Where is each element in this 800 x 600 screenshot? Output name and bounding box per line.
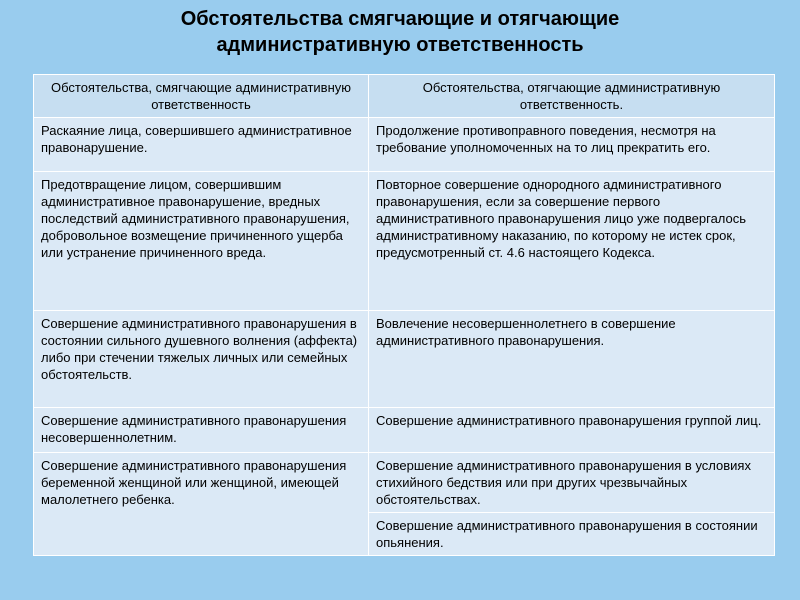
aggravating-cell: Совершение административного правонарушения в условиях стихийного бедствия или при других чрезвычайных обстоятельствах. [369, 453, 775, 513]
aggravating-cell: Совершение административного правонарушения в состоянии опьянения. [369, 513, 775, 556]
table-header-row [34, 75, 775, 118]
aggravating-cell: Вовлечение несовершеннолетнего в совершение административного правонарушения. [369, 311, 775, 408]
header-mitigating: Обстоятельства, смягчающие административную ответственность [34, 75, 369, 118]
mitigating-cell: Совершение административного правонарушения в состоянии сильного душевного волнения (аффекта) либо при стечении тяжелых личных или семейных обстоятельств. [34, 311, 369, 408]
header-aggravating: Обстоятельства, отягчающие административную ответственность. [369, 75, 775, 118]
mitigating-cell: Совершение административного правонарушения беременной женщиной или женщиной, имеющей малолетнего ребенка. [34, 453, 369, 556]
aggravating-cell: Повторное совершение однородного административного правонарушения, если за совершение первого административного правонарушения лицо уже подвергалось административному наказанию, по которому не истек срок, предусмотренный ст. 4.6 настоящего Кодекса. [369, 172, 775, 311]
page-title-line-1: Обстоятельства смягчающие и отягчающие [180, 8, 620, 30]
page-title-line-2: административную ответственность [216, 34, 584, 56]
aggravating-cell: Совершение административного правонарушения группой лиц. [369, 408, 775, 453]
page-title [0, 6, 800, 58]
table-row [34, 408, 775, 453]
table-row [34, 118, 775, 172]
table-row [34, 172, 775, 311]
mitigating-cell: Предотвращение лицом, совершившим административное правонарушение, вредных последствий административного правонарушения, добровольное возмещение причиненного ущерба или устранение причиненного вреда. [34, 172, 369, 311]
mitigating-cell: Совершение административного правонарушения несовершеннолетним. [34, 408, 369, 453]
circumstances-table [33, 74, 775, 556]
table-row [34, 311, 775, 408]
aggravating-cell: Продолжение противоправного поведения, несмотря на требование уполномоченных на то лиц прекратить его. [369, 118, 775, 172]
mitigating-cell: Раскаяние лица, совершившего административное правонарушение. [34, 118, 369, 172]
table-row [34, 453, 775, 513]
